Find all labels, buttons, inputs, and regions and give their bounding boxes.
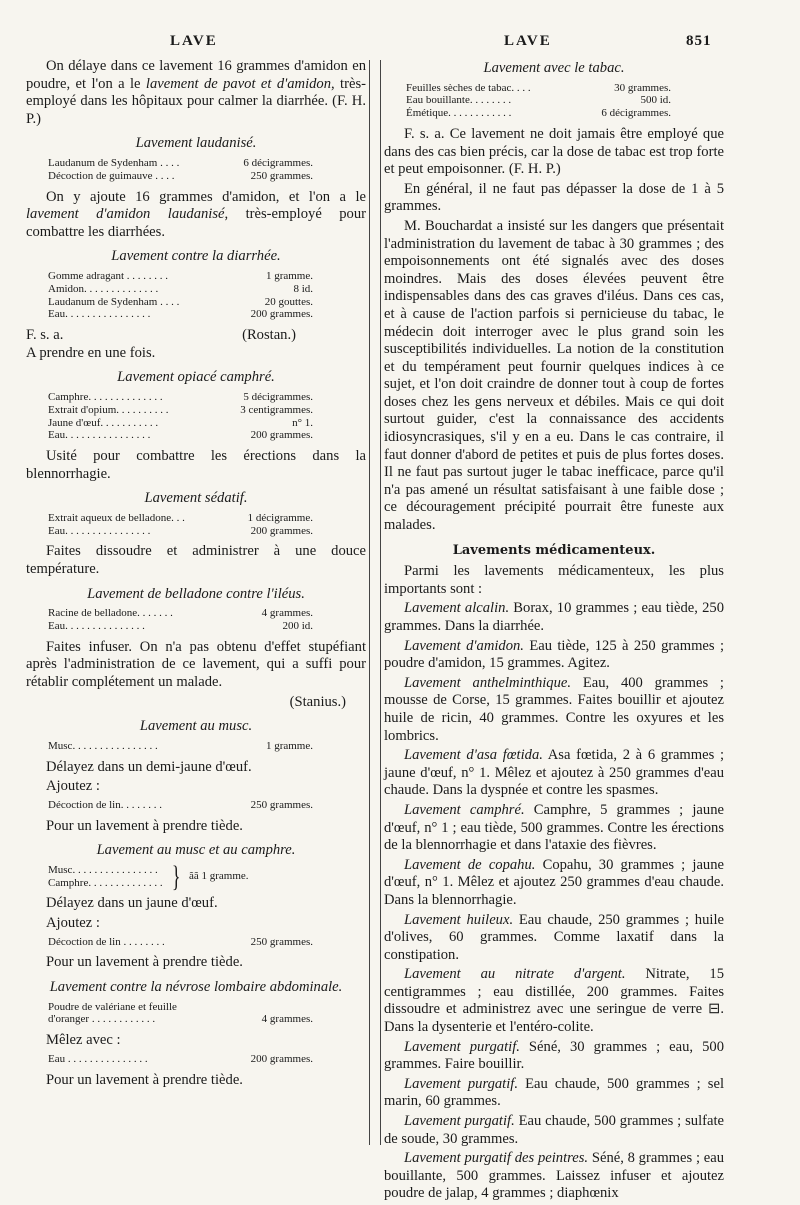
remedy-entry: [384, 1039, 724, 1074]
recipe-line: Émétique. . . . . . . . . . . . 6 décigrammes.: [406, 107, 671, 120]
recipe-line: Eau . . . . . . . . . . . . . . . 200 grammes.: [48, 1052, 313, 1065]
paragraph: Ajoutez :: [46, 778, 100, 795]
recipe-heading: Lavement au musc et au camphre.: [96, 842, 296, 859]
remedy-name: Lavement purgatif des peintres.: [404, 1150, 589, 1167]
remedy-name: Lavement de copahu.: [404, 856, 536, 873]
recipe-line: Feuilles sèches de tabac. . . . 30 grammes.: [406, 81, 671, 94]
recipe-line: d'oranger . . . . . . . . . . . . 4 grammes.: [48, 1013, 313, 1026]
recipe-list: [48, 391, 366, 442]
remedy-name: Lavement camphré.: [404, 801, 525, 818]
recipe-heading: Lavement opiacé camphré.: [117, 369, 275, 386]
remedy-text: Eau, 400 grammes ; mousse de Corse, 15 grammes. Faites bouillir et ajoutez huile de ricin, 40 grammes. Contre les oxyures et les lombrics.: [384, 674, 724, 744]
recipe-line: Racine de belladone. . . . . . . 4 grammes.: [48, 607, 313, 620]
remedy-entry: [384, 747, 724, 800]
remedy-name: Lavement anthelminthique.: [404, 674, 572, 691]
recipe-heading: Lavement sédatif.: [144, 490, 248, 507]
recipe-list: [48, 936, 366, 949]
recipe-line: Gomme adragant . . . . . . . . 1 gramme.: [48, 269, 313, 282]
remedy-name: Lavement purgatif.: [404, 1038, 520, 1055]
section-heading: Lavements médicamenteux.: [452, 542, 656, 558]
recipe-line: Extrait d'opium. . . . . . . . . . 3 centigrammes.: [48, 403, 313, 416]
recipe-list: [48, 512, 366, 538]
recipe-line: Poudre de valériane et feuille: [48, 1000, 177, 1013]
remedy-name: Lavement purgatif.: [404, 1075, 518, 1092]
remedy-entry: [384, 802, 724, 855]
paragraph: Parmi les lavements médicamenteux, les plus importants sont :: [384, 563, 724, 597]
remedy-name: Lavement d'asa fœtida.: [404, 747, 543, 764]
remedy-entry: [384, 600, 724, 635]
page-number: 851: [686, 33, 712, 49]
remedy-text: Camphre, 5 grammes ; jaune d'œuf, n° 1 ; eau tiède, 500 grammes. Contre les érections de la blennorrhagie et dans l'ataxie des fièvres.: [384, 801, 724, 854]
remedy-name: Lavement d'amidon.: [404, 637, 524, 654]
brace-glyph: }: [171, 859, 181, 893]
recipe-list: [48, 1001, 366, 1027]
remedy-entry: [384, 912, 724, 965]
paragraph: Mêlez avec :: [46, 1032, 121, 1049]
remedy-text: Borax, 10 grammes ; eau tiède, 250 grammes. Dans la diarrhée.: [384, 600, 724, 635]
paragraph-row: [26, 327, 296, 345]
recipe-list: [48, 740, 366, 753]
source-citation: (Rostan.): [242, 327, 296, 344]
remedy-name: Lavement au nitrate d'argent.: [404, 966, 626, 983]
recipe-line: Jaune d'œuf. . . . . . . . . . . n° 1.: [48, 416, 313, 429]
remedy-name: Lavement alcalin.: [404, 600, 510, 617]
remedy-entry: [384, 675, 724, 745]
running-head-left: LAVE: [170, 33, 218, 49]
recipe-heading: Lavement au musc.: [139, 718, 253, 735]
right-column: [384, 58, 724, 1205]
paragraph: Ajoutez :: [46, 914, 100, 931]
remedy-entry: [384, 1076, 724, 1111]
recipe-line: Décoction de guimauve . . . . 250 grammes.: [48, 169, 313, 182]
paragraph: On y ajoute 16 grammes d'amidon, et l'on a le lavement d'amidon laudanisé, très-employé pour combattre les diarrhées.: [26, 188, 366, 240]
running-head-right: LAVE: [504, 33, 552, 49]
paragraph: Faites dissoudre et administrer à une douce température.: [26, 543, 366, 578]
paragraph: Usité pour combattre les érections dans la blennorrhagie.: [26, 448, 366, 482]
paragraph: En général, il ne faut pas dépasser la dose de 1 à 5 grammes.: [384, 180, 724, 215]
recipe-line: Décoction de lin . . . . . . . . 250 grammes.: [48, 935, 313, 948]
remedy-entry: [384, 1150, 724, 1203]
recipe-line: Musc. . . . . . . . . . . . . . . . 1 gramme.: [48, 739, 313, 752]
remedy-entry: [384, 638, 724, 673]
column-divider-left: [369, 60, 370, 1145]
paragraph: M. Bouchardat a insisté sur les dangers que présentait l'administration du lavement de tabac à 30 grammes ; des empoisonnements ont été signalés avec des doses moindres. Mais des doses élevées peuvent être indispensables dans des cas graves d'iléus. Dans ces cas, et à cause de l'action parfois si pernicieuse du tabac, le médecin doit interroger avec le plus grand soin les susceptibilités individuelles. La notion de la constitution et du tempérament peut fournir quelques indices à ce sujet, et l'on doit craindre de donner tout à coup de fortes doses chez les gens nerveux et débiles. Mais ce qui doit surtout guider, c'est la connaissance des accidents idiosyncrasiques, s'il y en a eu. Dans le cas contraire, il faut donner d'abord de petites et puis de plus fortes doses. Il ne faut pas surtout juger le tabac inefficace, parce qu'il n'a pas amené un résultat satisfaisant à une faible dose ; ce découragement précipité pourrait être funeste aux malades.: [384, 217, 724, 534]
recipe-list: [48, 157, 366, 183]
recipe-line: Laudanum de Sydenham . . . . 20 gouttes.: [48, 295, 313, 308]
recipe-line: Eau. . . . . . . . . . . . . . . . 200 grammes.: [48, 308, 313, 321]
remedy-text: Nitrate, 15 centigrammes ; eau distillée, 200 grammes. Faites dissoudre et administrez avec une seringue de verre ⊟. Dans la dysenterie et l'entéro-colite.: [384, 966, 724, 1036]
remedy-entry: [384, 857, 724, 910]
recipe-heading: Lavement de belladone contre l'iléus.: [87, 585, 305, 602]
recipe-line: Eau. . . . . . . . . . . . . . . . 200 grammes.: [48, 524, 313, 537]
recipe-list: [48, 270, 366, 321]
recipe-list: [406, 82, 724, 120]
recipe-line: Laudanum de Sydenham . . . . 6 décigrammes.: [48, 156, 313, 169]
recipe-group-quantity: ãã 1 gramme.: [188, 870, 249, 883]
recipe-group-labels: Musc. . . . . . . . . . . . . . . . Camphre. . . . . . . . . . . . . .: [48, 863, 163, 889]
paragraph: A prendre en une fois.: [26, 344, 156, 361]
remedy-text: Eau chaude, 250 grammes ; huile d'olives, 60 grammes. Comme laxatif dans la constipation.: [384, 911, 724, 963]
recipe-line: Eau bouillante. . . . . . . . 500 id.: [406, 94, 671, 107]
recipe-line: Eau. . . . . . . . . . . . . . . 200 id.: [48, 620, 313, 633]
recipe-heading: Lavement avec le tabac.: [483, 60, 625, 76]
remedy-name: Lavement purgatif.: [404, 1113, 515, 1130]
remedy-text: Séné, 8 grammes ; eau bouillante, 500 grammes. Laissez infuser et ajoutez poudre de jalap, 4 grammes ; diaphœnix: [384, 1150, 725, 1202]
paragraph: Délayez dans un jaune d'œuf.: [46, 895, 218, 912]
recipe-line: Camphre. . . . . . . . . . . . . . 5 décigrammes.: [48, 390, 313, 403]
source-citation: (Stanius.): [289, 693, 346, 710]
recipe-line: Décoction de lin. . . . . . . . 250 grammes.: [48, 798, 313, 811]
remedy-text: Eau tiède, 125 à 250 grammes ; poudre d'amidon, 15 grammes. Agitez.: [384, 637, 725, 672]
remedy-text: Copahu, 30 grammes ; jaune d'œuf, n° 1. Mêlez et ajoutez 250 grammes d'eau chaude. Dans la blennorrhagie.: [384, 856, 724, 908]
remedy-text: Séné, 30 grammes ; eau, 500 grammes. Faire bouillir.: [384, 1038, 724, 1073]
paragraph: F. s. a.: [26, 327, 64, 344]
column-divider-right: [380, 60, 381, 1145]
paragraph: Pour un lavement à prendre tiède.: [46, 954, 243, 971]
remedy-name: Lavement huileux.: [404, 911, 514, 928]
remedy-list: [384, 600, 724, 1203]
remedy-text: Eau chaude, 500 grammes ; sulfate de soude, 30 grammes.: [384, 1113, 724, 1147]
recipe-heading: Lavement contre la diarrhée.: [111, 248, 281, 265]
recipe-line: Extrait aqueux de belladone. . . 1 décigramme.: [48, 511, 313, 524]
left-column: [26, 58, 366, 1091]
recipe-group: [48, 859, 366, 893]
paragraph: F. s. a. Ce lavement ne doit jamais être employé que dans des cas bien précis, car la dose de tabac est trop forte et peut empoisonner. (F. H. P.): [384, 125, 724, 178]
remedy-text: Eau chaude, 500 grammes ; sel marin, 60 grammes.: [384, 1075, 725, 1110]
recipe-list: [48, 799, 366, 812]
recipe-list: [48, 607, 366, 633]
recipe-line: Eau. . . . . . . . . . . . . . . . 200 grammes.: [48, 429, 313, 442]
recipe-line: Amidon. . . . . . . . . . . . . . 8 id.: [48, 282, 313, 295]
recipe-heading: Lavement laudanisé.: [135, 135, 257, 152]
recipe-list: [48, 1053, 366, 1066]
paragraph: Pour un lavement à prendre tiède.: [46, 1071, 243, 1088]
remedy-text: Asa fœtida, 2 à 6 grammes ; jaune d'œuf, n° 1. Mêlez et ajoutez à 250 grammes d'eau chaude. Dans la dyspnée et contre les spasmes.: [384, 747, 724, 799]
remedy-entry: [384, 966, 724, 1036]
paragraph: Faites infuser. On n'a pas obtenu d'effet stupéfiant après l'administration de ce lavement, qui a suffi pour rétablir complétement un malade.: [26, 638, 366, 691]
paragraph: On délaye dans ce lavement 16 grammes d'amidon en poudre, et l'on a le lavement de pavot et d'amidon, très-employé dans les hôpitaux pour calmer la diarrhée. (F. H. P.): [26, 58, 366, 127]
recipe-heading: Lavement contre la névrose lombaire abdominale.: [49, 978, 343, 995]
paragraph: Délayez dans un demi-jaune d'œuf.: [46, 758, 252, 775]
remedy-entry: [384, 1113, 724, 1148]
paragraph: Pour un lavement à prendre tiède.: [46, 817, 243, 834]
